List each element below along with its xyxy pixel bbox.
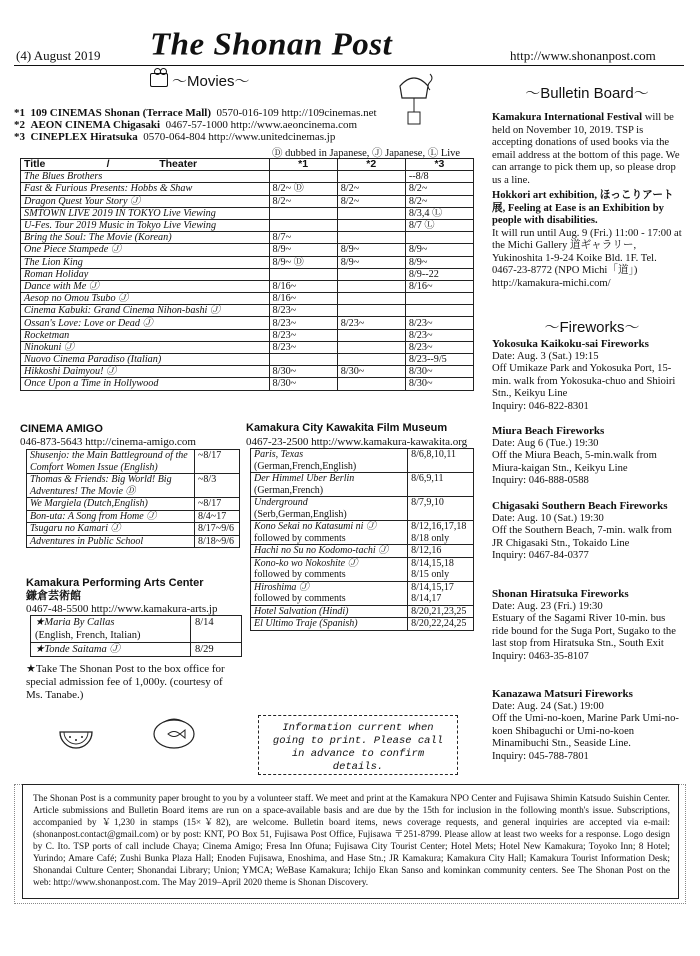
theater-2-dates [337,378,405,390]
kawakita-title-cell [251,605,408,618]
fireworks-detail: Off the Southern Beach, 7-min. walk from JR Chigasaki Stn., Tokaido Line [492,525,672,549]
theater-2-dates [337,219,405,231]
kawakita-title-cell [251,557,408,581]
table-row [21,171,474,183]
table-row [21,244,474,256]
movie-title: Ninokuni Ⓙ [21,341,270,353]
theater-1-dates: 8/23~ [269,305,337,317]
movie-title: Ossan's Love: Love or Dead Ⓙ [21,317,270,329]
table-row [31,643,242,657]
kpac-name: Kamakura Performing Arts Center [26,577,204,589]
fireworks-item [492,500,682,563]
issue-date: (4) August 2019 [16,48,101,63]
kawakita-subtitle: (German,French) [254,484,324,496]
kawakita-dates-cell [408,497,474,521]
theater-3-dates: 8/23~ [405,329,473,341]
fireworks-title: Chigasaki Southern Beach Fireworks [492,500,668,512]
theater-1-dates: 8/2~ [269,195,337,207]
kpac-contact: 0467-48-5500 http://www.kamakura-arts.jp [26,603,218,615]
theater-2-dates [337,171,405,183]
theater-3-dates: 8/16~ [405,280,473,292]
amigo-date: ~8/17 [195,450,240,474]
theater-2: *2 AEON CINEMA Chigasaki 0467-57-1000 http://www.aeoncinema.com [14,119,358,131]
theater-1-dates: 8/23~ [269,317,337,329]
theater-1-dates [269,354,337,366]
theater-2-dates [337,268,405,280]
kawakita-dates-extra: 8/18 only [411,532,450,544]
theater-3-dates: 8/9~ [405,256,473,268]
kawakita-subtitle: followed by comments [254,569,346,580]
fireworks-item [492,338,682,413]
theater-1-dates: 8/2~ Ⓓ [269,183,337,195]
kpac-title-cell [31,616,191,643]
movie-title: Bring the Soul: The Movie (Korean) [21,232,270,244]
theater-2-dates: 8/9~ [337,256,405,268]
movie-title: Rocketman [21,329,270,341]
kawakita-dates: 8/20,22,24,25 [411,618,467,629]
kawakita-title-cell [251,449,408,473]
fireworks-item [492,588,682,663]
table-row [251,473,474,497]
amigo-date: 8/4~17 [195,510,240,523]
theater-1-dates: 8/16~ [269,280,337,292]
theater-2-dates: 8/2~ [337,183,405,195]
kawakita-dates-cell [408,473,474,497]
theater-1-dates: 8/9~ Ⓓ [269,256,337,268]
kawakita-dates: 8/6,8,10,11 [411,449,456,460]
fireworks-detail: Estuary of the Sagami River 10-min. bus ride bound for the Suga Port, Sugako to the last stop from Hiratsuka Stn., South Exit [492,613,676,649]
kawakita-table [250,448,474,631]
fireworks-detail: Inquiry: 046-888-0588 [492,475,589,486]
theater-2-dates [337,329,405,341]
kpac-date: 8/29 [191,643,242,657]
table-row [21,280,474,292]
movie-title: Dragon Quest Your Story Ⓙ [21,195,270,207]
theater-3-dates: 8/30~ [405,366,473,378]
bulletin-heading: 〜Bulletin Board〜 [525,85,649,102]
table-row [21,317,474,329]
table-row [251,605,474,618]
theater-2-dates [337,207,405,219]
table-row [27,523,240,536]
format-legend: Ⓓ dubbed in Japanese, Ⓙ Japanese, Ⓛ Live [272,148,461,159]
table-row [21,366,474,378]
table-row [251,497,474,521]
fireworks-item [492,425,682,488]
kawakita-title: Hiroshima Ⓙ [254,581,309,593]
theater-1-dates: 8/30~ [269,378,337,390]
kpac-table [30,615,242,657]
amigo-title: We Margiela (Dutch,English) [27,498,195,511]
movie-title: Once Upon a Time in Hollywood [21,378,270,390]
theater-2-dates [337,354,405,366]
kawakita-dates-cell [408,581,474,605]
fireworks-detail: Date: Aug. 3 (Sat.) 19:15 [492,350,599,362]
kpac-date: 8/14 [191,616,242,643]
table-row [21,329,474,341]
table-row [21,195,474,207]
theater-3-dates [405,293,473,305]
table-row [21,268,474,280]
kpac-name-jp: 鎌倉芸術館 [26,590,81,602]
table-row [31,616,242,643]
theater-2-dates [337,341,405,353]
col-title: Title / Theater [21,159,270,171]
amigo-table [26,449,240,548]
theater-1-dates: 8/7~ [269,232,337,244]
theater-2-dates [337,305,405,317]
movies-heading-text: 〜Movies〜 [172,72,250,90]
movie-title: SMTOWN LIVE 2019 IN TOKYO Live Viewing [21,207,270,219]
fireworks-detail: Inquiry: 045-788-7801 [492,750,589,762]
theater-3-dates: 8/3,4 Ⓛ [405,207,473,219]
kawakita-dates-cell [408,521,474,545]
movie-title: Cinema Kabuki: Grand Cinema Nihon-bashi Ⓙ [21,305,270,317]
amigo-heading: CINEMA AMIGO [20,423,103,435]
kawakita-subtitle: (German,French,English) [254,460,357,472]
table-row [27,510,240,523]
amigo-date: 8/18~9/6 [195,535,240,548]
table-row [27,450,240,474]
theater-1: *1 109 CINEMAS Shonan (Terrace Mall) 0570-016-109 http://109cinemas.net [14,107,377,119]
theater-3-dates: 8/7 Ⓛ [405,219,473,231]
theater-2-dates: 8/23~ [337,317,405,329]
movie-title: Hikkoshi Daimyou! Ⓙ [21,366,270,378]
theater-1-dates [269,171,337,183]
movies-heading [150,70,270,90]
kawakita-title: Der Himmel Uber Berlin [254,473,355,484]
kawakita-title-cell [251,473,408,497]
kawakita-dates: 8/7,9,10 [411,497,444,508]
table-row [21,341,474,353]
amigo-title: Shusenjo: the Main Battleground of the Comfort Women Issue (English) [27,450,195,474]
theater-1-dates: 8/30~ [269,366,337,378]
kawakita-title-cell [251,545,408,558]
fireworks-detail: Off Umikaze Park and Yokosuka Port, 15-min. walk from Yokosuka-chuo and Shioiri Stn., Keikyu Line [492,363,676,399]
theater-3-dates: --8/8 [405,171,473,183]
kawakita-title: Kono-ko wo Nokoshite Ⓙ [254,557,358,569]
theater-3-dates: 8/23~ [405,341,473,353]
amigo-title: Bon-uta: A Song from Home Ⓙ [27,510,195,523]
kawakita-dates: 8/14,15,18 [411,557,454,569]
theater-1-dates [269,207,337,219]
theater-1-dates: 8/23~ [269,341,337,353]
table-row [21,207,474,219]
goldfish-bowl-icon [150,712,198,750]
theater-3-dates: 8/2~ [405,183,473,195]
table-row [251,545,474,558]
movie-title: The Lion King [21,256,270,268]
fireworks-detail: Date: Aug 6 (Tue.) 19:30 [492,437,599,449]
table-row [251,618,474,631]
bulletin-item-festival: Kamakura International Festival will be held on November 10, 2019. TSP is accepting donations of used books via the email address at the bottom of this page. We can arrange to pick them up, so please drop us a line. [492,112,680,186]
kawakita-subtitle: followed by comments [254,593,346,604]
fireworks-detail: Date: Aug. 10 (Sat.) 19:30 [492,512,604,524]
movie-title: Roman Holiday [21,268,270,280]
kawakita-heading: Kamakura City Kawakita Film Museum [246,422,448,434]
theater-1-dates: 8/23~ [269,329,337,341]
kawakita-dates-cell [408,449,474,473]
kpac-note: ★Take The Shonan Post to the box office for special admission fee of 1,000y. (courtesy of Ms. Tanabe.) [26,663,225,701]
kawakita-dates-extra: 8/14,17 [411,593,442,604]
table-row [21,219,474,231]
theater-3-dates: 8/30~ [405,378,473,390]
table-row [21,305,474,317]
amigo-date: 8/17~9/6 [195,523,240,536]
theater-1-dates: 8/9~ [269,244,337,256]
kawakita-contact: 0467-23-2500 http://www.kamakura-kawakita.org [246,436,468,448]
kawakita-dates-cell [408,618,474,631]
masthead: The Shonan Post [150,27,393,63]
theater-1-dates: 8/16~ [269,293,337,305]
fireworks-detail: Inquiry: 0463-35-8107 [492,650,589,662]
table-row [27,498,240,511]
kawakita-title-cell [251,521,408,545]
theater-3-dates: 8/23--9/5 [405,354,473,366]
info-notice: Information current when going to print. Please call in advance to confirm details. [258,715,458,775]
footer-colophon: The Shonan Post is a community paper brought to you by a volunteer staff. We meet and print at the Kamakura NPO Center and Fujisawa Shimin Katsudo Suishin Center. Article submissions and Bulletin Board items are run on a space-available basis and are due by the 15th for inclusion in the following month's issue. Subscriptions, accompanied by ￥1,230 in stamps (15×￥82), are welcome. Bulletin board items, news coverage requests, and general inquiries are accepted via e-mail: (shonanpost.contact@gmail.com) or by post: KNT, PO Box 51, Fujisawa Post Office, Fujisawa 〒251-8799. Please allow at least two weeks for a response. Logo design by C. Ito. TSP ports of call include Chaya; Cinema Amigo; Fresa Inn Ofuna; Fujisawa City Tourist Center; Hotel Mets; Hotel New Kamakura; Toyoko Inn; 8 Hotel; Yurindo; Amare Café; Zushi Bunka Plaza Hall; Enoden Fujisawa, Enoshima, and Hase Stn.; JR Kamakura; Kamakura City Hall; Kamakura Tourist Information Desk; Shonandai Culture Center; Shonandai Library; Union; YMCA; WeBase Kamakura; Ichijo Ekan Sanso and kominkan community centers. See The Shonan Post on the web: http://www.shonanpost.com. The May 2019–April 2020 theme is Shonan Discovery. [22,784,679,899]
theater-list [14,107,454,143]
table-row [251,521,474,545]
kpac-title-cell [31,643,191,657]
kawakita-dates-cell [408,605,474,618]
kawakita-title: Hachi no Su no Kodomo-tachi Ⓙ [254,545,389,556]
amigo-title: Thomas & Friends: Big World! Big Adventures! The Movie Ⓓ [27,474,195,498]
table-row [21,354,474,366]
fireworks-detail: Date: Aug. 23 (Fri.) 19:30 [492,600,603,612]
film-camera-icon [150,73,168,87]
kawakita-dates-extra: 8/15 only [411,569,450,580]
kpac-title: ★Tonde Saitama Ⓙ [35,644,120,655]
fireworks-detail: Inquiry: 0467-84-0377 [492,550,589,561]
movie-title: Aesop no Omou Tsubo Ⓙ [21,293,270,305]
theater-2-dates [337,280,405,292]
kawakita-title-cell [251,497,408,521]
fireworks-item [492,688,682,763]
theater-3-dates: 8/23~ [405,317,473,329]
fireworks-title: Yokosuka Kaikoku-sai Fireworks [492,338,649,350]
kawakita-title: Kono Sekai no Katasumi ni Ⓙ [254,521,376,532]
col-theater-3: *3 [405,159,473,171]
table-row [21,293,474,305]
table-row [251,449,474,473]
theater-1-dates [269,219,337,231]
theater-3-dates: 8/9~ [405,244,473,256]
kawakita-title: Underground [254,497,308,508]
kawakita-title-cell [251,618,408,631]
theater-1-dates [269,268,337,280]
table-row [21,232,474,244]
table-row [27,474,240,498]
kawakita-dates: 8/12,16 [411,545,442,556]
kawakita-title: Hotel Salvation (Hindi) [254,605,349,617]
theater-2-dates [337,232,405,244]
amigo-date: ~8/17 [195,498,240,511]
fireworks-title: Shonan Hiratsuka Fireworks [492,588,629,600]
movie-title: One Piece Stampede Ⓙ [21,244,270,256]
kawakita-title: Paris, Texas [254,449,304,460]
amigo-title: Adventures in Public School [27,535,195,548]
kawakita-dates: 8/6,9,11 [411,473,444,484]
theater-2-dates: 8/30~ [337,366,405,378]
site-url[interactable]: http://www.shonanpost.com [510,48,656,63]
fireworks-detail: Date: Aug. 24 (Sat.) 19:00 [492,700,604,712]
movie-schedule-table [20,158,474,391]
theater-2-dates [337,293,405,305]
header-rule [14,65,684,66]
col-theater-2: *2 [337,159,405,171]
kpac-title: ★Maria By Callas [35,617,115,628]
kawakita-title: El Ultimo Traje (Spanish) [254,618,358,629]
theater-2-dates: 8/2~ [337,195,405,207]
amigo-contact: 046-873-5643 http://cinema-amigo.com [20,436,196,448]
theater-3-dates: 8/9--22 [405,268,473,280]
table-row [251,557,474,581]
table-row [27,535,240,548]
table-row [251,581,474,605]
fireworks-detail: Off the Umi-no-koen, Marine Park Umi-no-koen Shibaguchi or Umi-no-koen Minamibuchi Stn., Seaside Line. [492,713,679,749]
table-row [21,378,474,390]
fireworks-title: Miura Beach Fireworks [492,425,605,437]
kawakita-dates: 8/20,21,23,25 [411,605,467,617]
table-row [21,183,474,195]
amigo-title: Tsugaru no Kamari Ⓙ [27,523,195,536]
kawakita-subtitle: (Serb,German,English) [254,508,347,520]
kawakita-dates: 8/14,15,17 [411,581,454,593]
movie-title: Dance with Me Ⓙ [21,280,270,292]
movie-title: The Blues Brothers [21,171,270,183]
table-row [21,256,474,268]
kawakita-title-cell [251,581,408,605]
kawakita-subtitle: followed by comments [254,532,346,544]
theater-2-dates: 8/9~ [337,244,405,256]
movie-title: Nuovo Cinema Paradiso (Italian) [21,354,270,366]
fireworks-title: Kanazawa Matsuri Fireworks [492,688,633,700]
amigo-date: ~8/3 [195,474,240,498]
col-theater-1: *1 [269,159,337,171]
movie-title: U-Fes. Tour 2019 Music in Tokyo Live Viewing [21,219,270,231]
table-header-row [21,159,474,171]
theater-3-dates: 8/2~ [405,195,473,207]
fireworks-heading: 〜Fireworks〜 [544,319,640,336]
bulletin-item-hokkori: Hokkori art exhibition, ほっこりアート展, Feeling at Ease is an Exhibition by people with disabilities. It will run until Aug. 9 (Fri.) 11:00 - 17:00 at the Michi Gallery 道ギャラリー, Yukinoshita 1-9-24 Koike Bld. 1F. Tel. 0467-23-8772 (NPO Michi「道」) http://kamakura-michi.com/ [492,190,682,289]
theater-3-dates [405,305,473,317]
kawakita-dates-cell [408,557,474,581]
kawakita-dates-cell [408,545,474,558]
kpac-heading [26,577,203,603]
watermelon-icon [58,720,94,750]
kpac-language: (English, French, Italian) [35,630,141,641]
fireworks-detail: Inquiry: 046-822-8301 [492,400,589,412]
fireworks-detail: Off the Miura Beach, 5-min.walk from Miura-kaigan Stn., Keikyu Line [492,450,657,474]
movie-title: Fast & Furious Presents: Hobbs & Shaw [21,183,270,195]
theater-3: *3 CINEPLEX Hiratsuka 0570-064-804 http://www.unitedcinemas.jp [14,131,336,143]
theater-3-dates [405,232,473,244]
kawakita-dates: 8/12,16,17,18 [411,521,467,532]
